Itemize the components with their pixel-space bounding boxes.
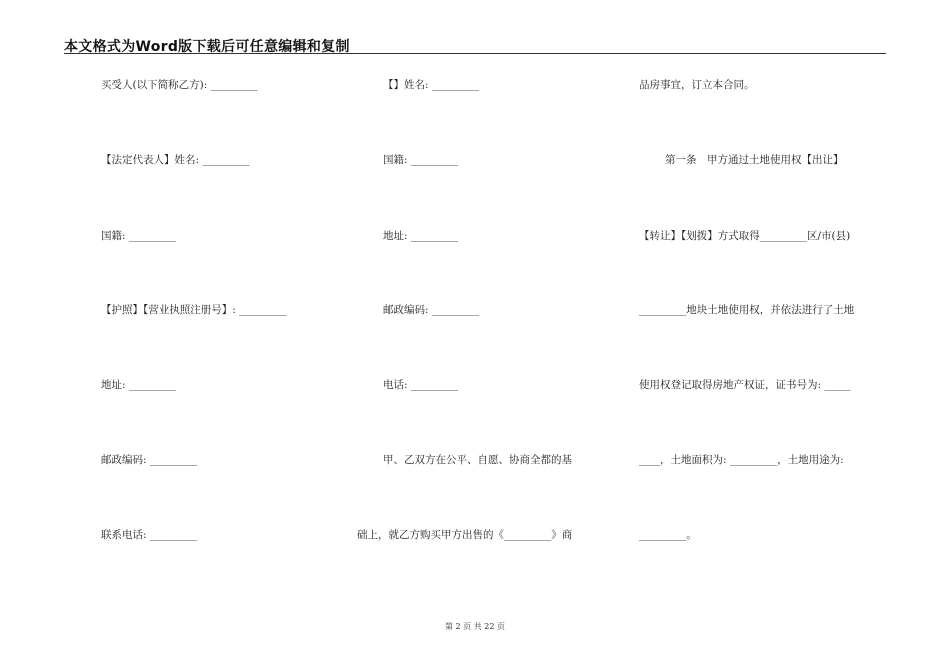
- text-line: 【】姓名: _________: [383, 79, 480, 91]
- text-line: 础上，就乙方购买甲方出售的《_________》商: [357, 529, 573, 541]
- page-number: 第 2 页 共 22 页: [445, 622, 505, 631]
- text-line: 第一条 甲方通过土地使用权【出让】: [665, 154, 844, 166]
- text-line: 国籍: _________: [101, 230, 177, 242]
- text-line: 品房事宜，订立本合同。: [639, 79, 755, 91]
- text-line: 【护照】【营业执照注册号】: _________: [101, 304, 287, 316]
- text-line: 邮政编码: _________: [101, 454, 198, 466]
- header-divider: [64, 53, 886, 54]
- text-line: 地址: _________: [383, 230, 459, 242]
- text-line: ____，土地面积为: _________，土地用途为:: [639, 454, 844, 466]
- text-line: 电话: _________: [383, 379, 459, 391]
- text-line: 联系电话: _________: [101, 529, 198, 541]
- text-line: 甲、乙双方在公平、自愿、协商全都的基: [383, 454, 572, 466]
- text-line: 买受人(以下简称乙方): _________: [101, 79, 258, 91]
- text-line: 【转让】【划拨】方式取得_________区/市(县): [639, 230, 851, 242]
- text-line: 邮政编码: _________: [383, 304, 480, 316]
- text-line: _________地块土地使用权，并依法进行了土地: [639, 304, 855, 316]
- text-line: _________。: [639, 529, 697, 541]
- text-line: 地址: _________: [101, 379, 177, 391]
- text-line: 国籍: _________: [383, 154, 459, 166]
- text-line: 使用权登记取得房地产权证，证书号为: _____: [639, 379, 851, 391]
- text-line: 【法定代表人】姓名: _________: [101, 154, 250, 166]
- document-header-title: 本文格式为Word版下载后可任意编辑和复制: [64, 39, 350, 55]
